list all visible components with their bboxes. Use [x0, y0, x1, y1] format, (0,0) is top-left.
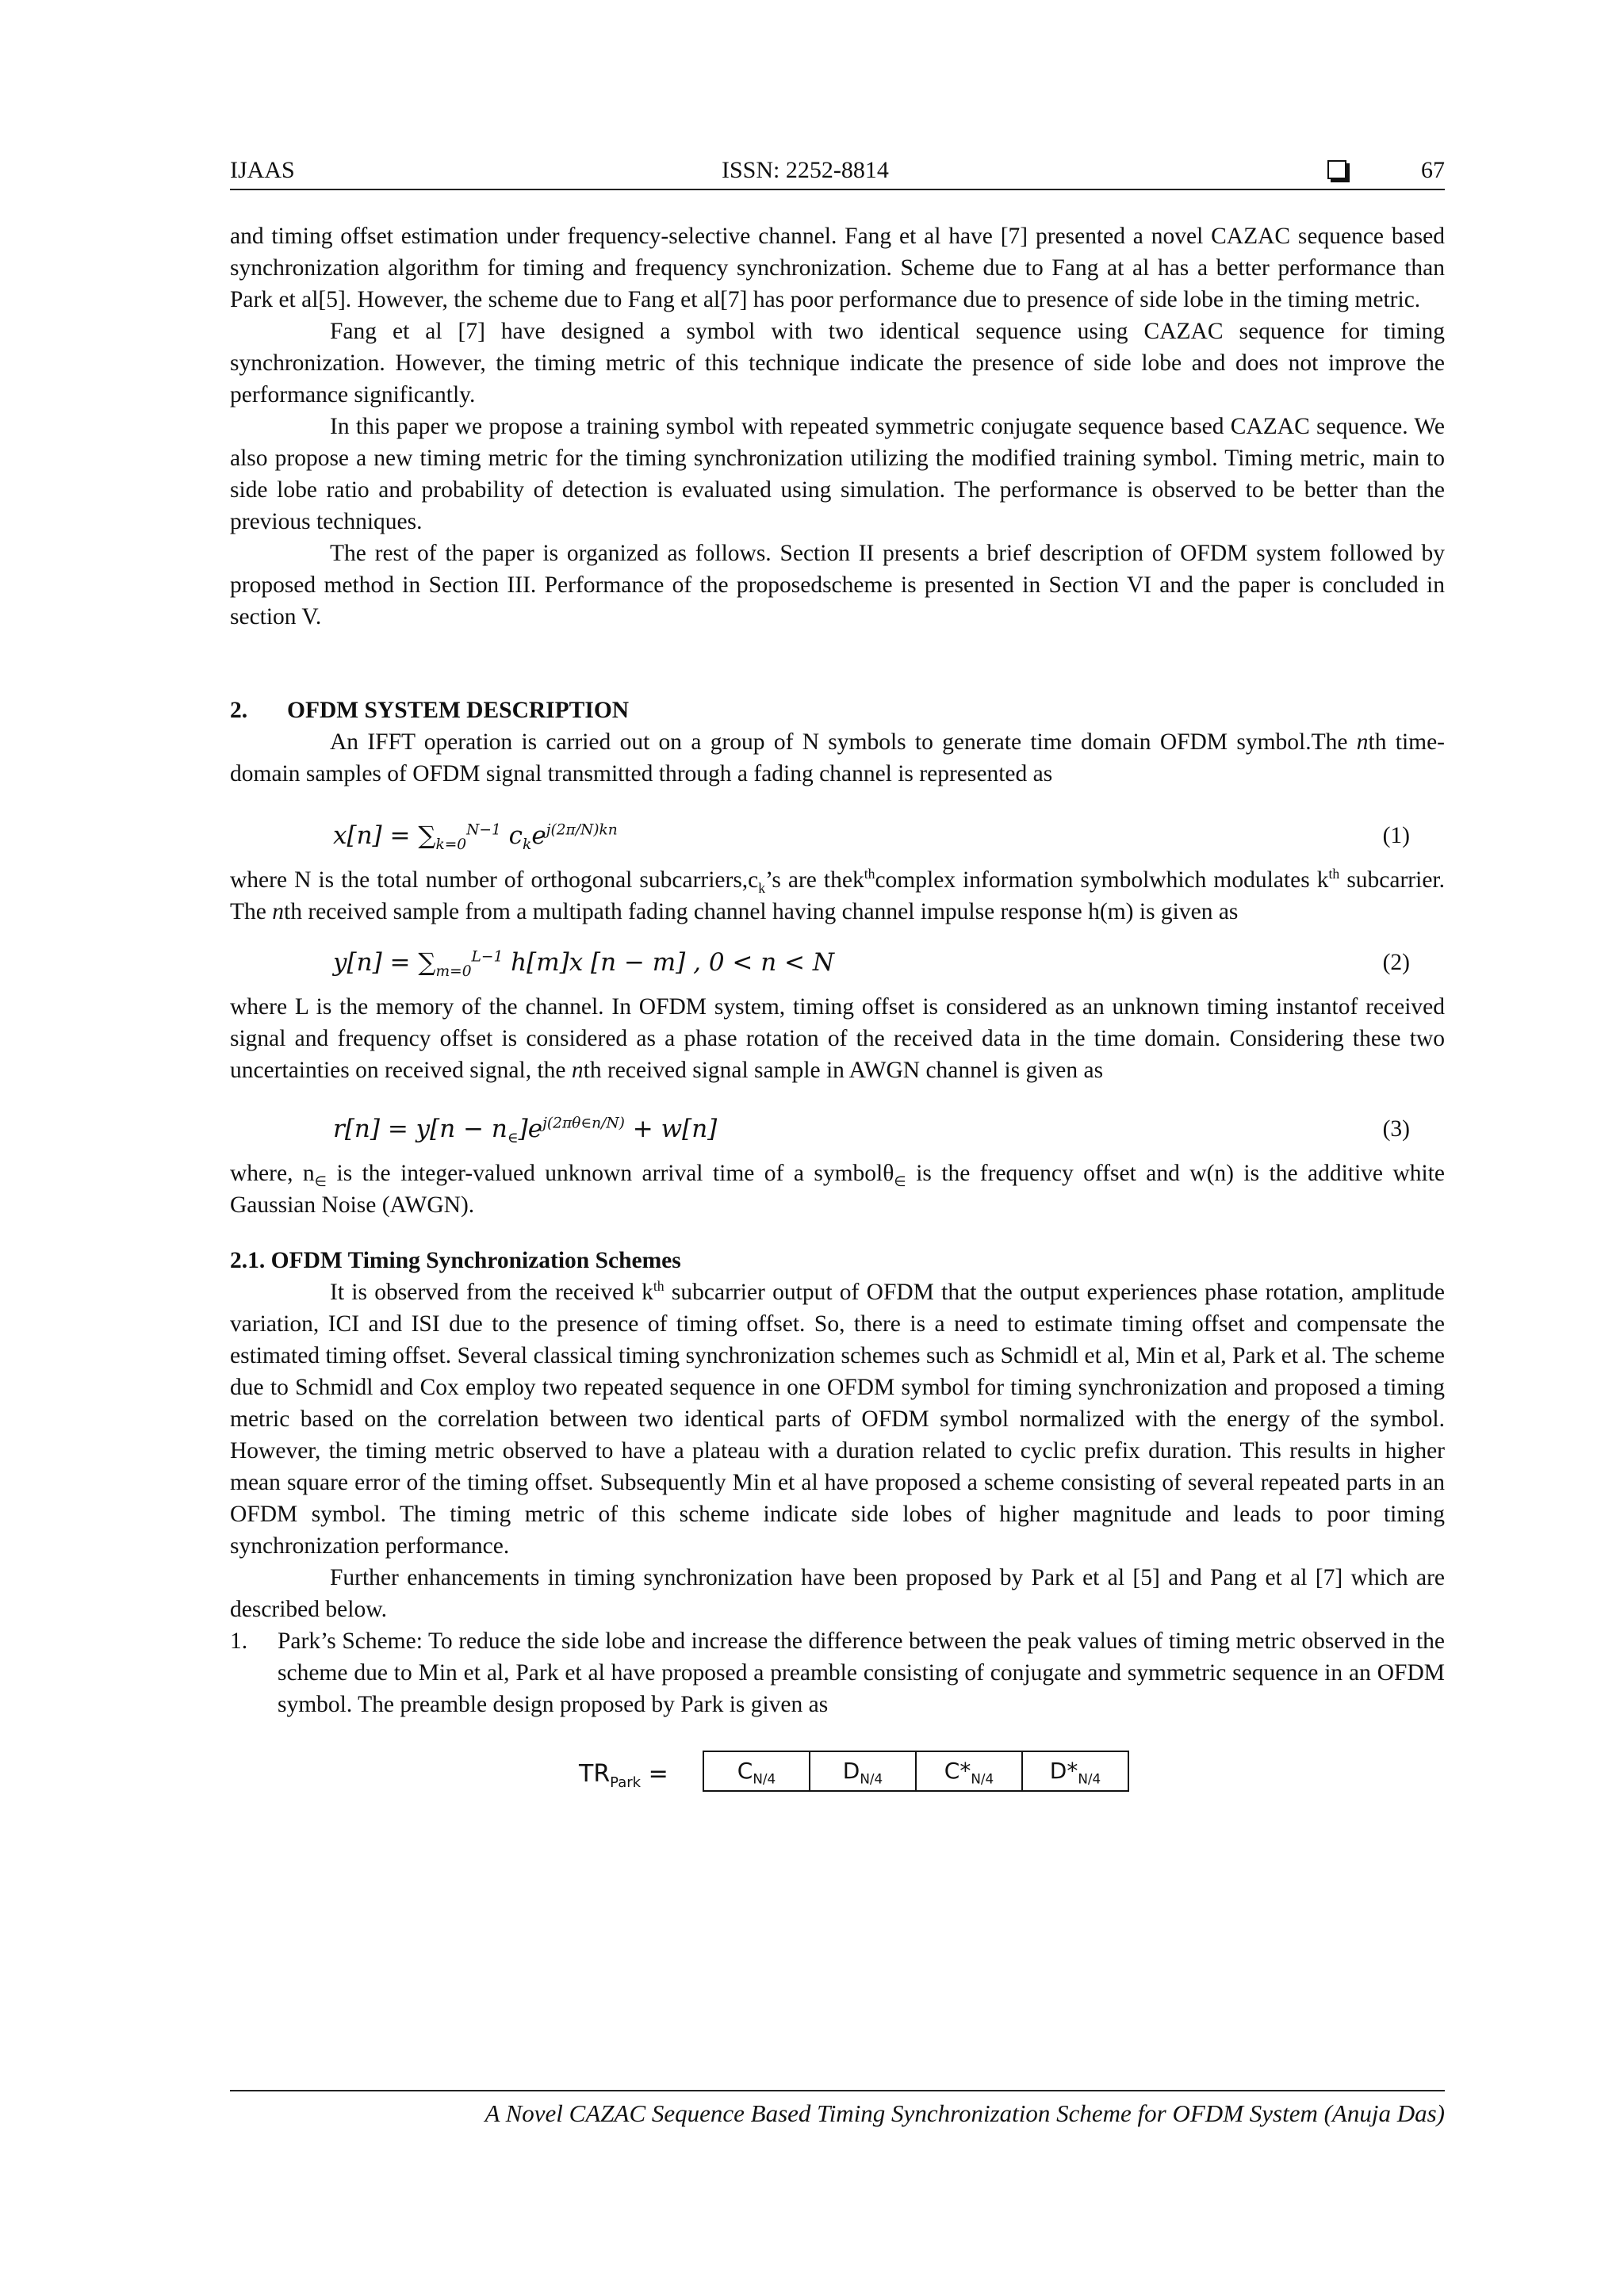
- equation-formula: $r[n] = y[n - n_\in]e^{j(2\pi\theta\in n/N)} + w[n]$: [333, 1115, 718, 1147]
- text-run: N/4: [753, 1770, 776, 1787]
- text-run: where N is the total number of orthogonal subcarriers,c: [230, 867, 759, 893]
- numbered-list: [230, 1625, 1445, 1720]
- text-run: th received signal sample in AWGN channel is given as: [583, 1058, 1104, 1083]
- paragraph: In this paper we propose a training symbol with repeated symmetric conjugate sequence based CAZAC sequence. We also propose a new timing metric for the timing synchronization utilizing the modified training symbol. Timing metric, main to side lobe ratio and probability of detection is evaluated using simulation. The performance is observed to be better than the previous techniques.: [230, 414, 1445, 534]
- text-run: n: [1356, 729, 1369, 755]
- subsection-heading: 2.1. OFDM Timing Synchronization Schemes: [230, 1248, 681, 1273]
- section-heading: [230, 695, 1445, 726]
- preamble-label: [579, 1758, 668, 1790]
- text-run: th: [864, 866, 875, 882]
- text-run: C: [737, 1758, 753, 1784]
- text-run: =: [648, 1760, 668, 1788]
- preamble-table: [703, 1751, 1129, 1792]
- page-number: 67: [1421, 157, 1445, 183]
- list-item: [230, 1625, 1445, 1720]
- text-run: th: [653, 1278, 665, 1295]
- paragraph: [230, 864, 1445, 928]
- text-run: ∈: [894, 1173, 906, 1189]
- paragraph: [230, 991, 1445, 1086]
- list-marker: 1.: [230, 1628, 248, 1654]
- text-run: An IFFT operation is carried out on a group of N symbols to generate time domain OFDM symbol.The: [330, 729, 1357, 755]
- page-footer: A Novel CAZAC Sequence Based Timing Synchronization Scheme for OFDM System (Anuja Das): [230, 2090, 1445, 2128]
- preamble-equation: [230, 1743, 1445, 1814]
- equation-number: (1): [1382, 823, 1410, 848]
- text-run: ∈: [314, 1173, 327, 1189]
- paragraph: [230, 1158, 1445, 1221]
- journal-name: IJAAS: [230, 157, 295, 183]
- preamble-cell: [1023, 1752, 1128, 1790]
- equation-number: (2): [1382, 950, 1410, 975]
- text-run: complex information symbolwhich modulates k: [875, 867, 1329, 893]
- box-icon: [1327, 160, 1346, 179]
- text-run: C*: [944, 1758, 971, 1784]
- text-run: where, n: [230, 1161, 315, 1186]
- paragraph: and timing offset estimation under frequency-selective channel. Fang et al have [7] presented a novel CAZAC sequence based synchronization algorithm for timing and frequency synchronization. Scheme due to Fang at al has a better performance than Park et al[5]. However, the scheme due to Fang et al[7] has poor performance due to presence of side lobe in the timing metric.: [230, 224, 1445, 312]
- text-run: th received sample from a multipath fading channel having channel impulse response h(m) is given as: [284, 899, 1239, 924]
- text-run: n: [571, 1058, 584, 1083]
- preamble-cell: [917, 1752, 1023, 1790]
- section-title: OFDM SYSTEM DESCRIPTION: [287, 698, 630, 723]
- text-run: N/4: [971, 1770, 994, 1787]
- text-run: th: [1328, 866, 1340, 882]
- text-run: th time-domain samples of OFDM signal transmitted through a fading channel is represented as: [230, 729, 1446, 786]
- text-run: TR: [579, 1760, 611, 1788]
- text-run: subcarrier. The: [230, 867, 1445, 924]
- equation-3: [230, 1102, 1445, 1158]
- text-run: It is observed from the received k: [330, 1280, 653, 1305]
- equation-formula: $x[n] = \sum_{k=0}^{N-1}$ $c_ke^{j(2\pi/N)kn}$: [333, 821, 618, 854]
- equation-2: [230, 936, 1445, 991]
- paragraph: Further enhancements in timing synchronization have been proposed by Park et al [5] and Pang et al [7] which are described below.: [230, 1565, 1445, 1622]
- text-run: N/4: [1078, 1770, 1101, 1787]
- section-number: 2.: [230, 698, 248, 723]
- text-run: N/4: [860, 1770, 883, 1787]
- text-run: D*: [1049, 1758, 1078, 1784]
- text-run: subcarrier output of OFDM that the output experiences phase rotation, amplitude variation, ICI and ISI due to the presence of timing offset. So, there is a need to estimate timing offset and compensate the estimated timing offset. Several classical timing synchronization schemes such as Schmidl et al, Min et al, Park et al. The scheme due to Schmidl and Cox employ two repeated sequence in one OFDM symbol for timing synchronization and proposed a timing metric based on the correlation between two identical parts of OFDM symbol normalized with the energy of the symbol. However, the timing metric observed to have a plateau with a duration related to cyclic prefix duration. This results in higher mean square error of the timing offset. Subsequently Min et al have proposed a scheme consisting of several repeated parts in an OFDM symbol. The timing metric of this scheme indicate side lobes of higher magnitude and leads to poor timing synchronization performance.: [230, 1280, 1446, 1559]
- paragraph: Fang et al [7] have designed a symbol with two identical sequence using CAZAC sequence for timing synchronization. However, the timing metric of this technique indicate the presence of side lobe and does not improve the performance significantly.: [230, 319, 1445, 408]
- text-run: ’s are thek: [765, 867, 864, 893]
- text-run: n: [272, 899, 284, 924]
- paragraph: [230, 726, 1445, 790]
- preamble-cell: [704, 1752, 810, 1790]
- preamble-cell: [810, 1752, 917, 1790]
- text-run: is the integer-valued unknown arrival time of a symbolθ: [327, 1161, 894, 1186]
- text-run: Park: [610, 1774, 642, 1791]
- list-text: Park’s Scheme: To reduce the side lobe and increase the difference between the peak values of timing metric observed in the scheme due to Min et al, Park et al have proposed a preamble consisting of conjugate and symmetric sequence in an OFDM symbol. The preamble design proposed by Park is given as: [278, 1628, 1445, 1717]
- text-run: where L is the memory of the channel. In OFDM system, timing offset is considered as an unknown timing instantof received signal and frequency offset is considered as a phase rotation of the received data in the time domain. Considering these two uncertainties on received signal, the: [230, 994, 1445, 1083]
- equation-number: (3): [1382, 1116, 1410, 1142]
- page-body: [230, 220, 1445, 1814]
- equation-1: [230, 809, 1445, 864]
- page-header: [230, 152, 1445, 190]
- paragraph: The rest of the paper is organized as follows. Section II presents a brief description of OFDM system followed by proposed method in Section III. Performance of the proposedscheme is presented in Section VI and the paper is concluded in section V.: [230, 541, 1445, 629]
- equation-formula: $y[n] = \sum_{m=0}^{L-1}$ h[m]x [n − m] , 0 < n < N: [333, 948, 835, 981]
- paragraph: [230, 1276, 1445, 1562]
- issn: ISSN: 2252-8814: [722, 157, 889, 183]
- text-run: is the frequency offset and w(n) is the additive white Gaussian Noise (AWGN).: [230, 1161, 1445, 1218]
- text-run: k: [758, 879, 766, 896]
- text-run: D: [842, 1758, 860, 1784]
